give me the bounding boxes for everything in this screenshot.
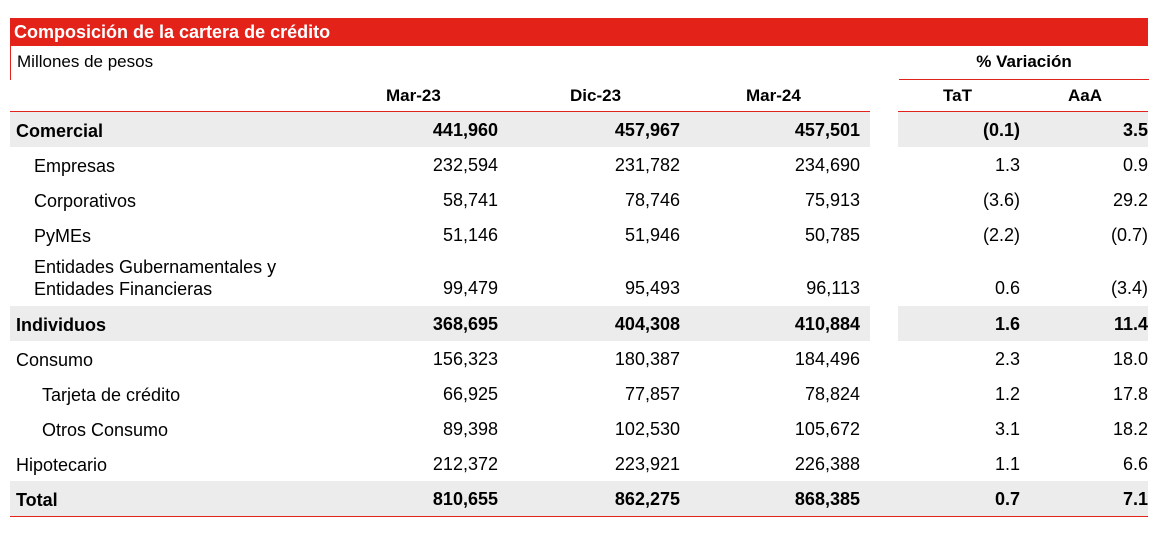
cell-mar-23: 232,594 [432,155,498,175]
row-label: Corporativos [34,191,137,211]
cell-aaa: 0.9 [1122,155,1148,175]
table-subheader [10,46,1148,80]
units-label: Millones de pesos [17,52,154,71]
cell-dic-23: 51,946 [624,225,680,245]
cell-tat: 1.2 [994,384,1020,404]
cell-mar-23: 51,146 [442,225,498,245]
cell-tat: (2.2) [982,225,1020,245]
cell-mar-24: 105,672 [794,419,860,439]
cell-tat: 1.6 [994,314,1020,334]
cell-mar-24: 184,496 [794,349,860,369]
column-header-tat: TaT [943,86,972,105]
cell-mar-24: 234,690 [794,155,860,175]
table-row-comercial [10,112,1148,147]
cell-dic-23: 78,746 [624,190,680,210]
cell-tat: 0.7 [994,489,1020,509]
cell-dic-23: 77,857 [624,384,680,404]
cell-tat: 1.3 [994,155,1020,175]
cell-mar-24: 75,913 [804,190,860,210]
table-row-corporativos [10,182,1148,217]
cell-aaa: 18.0 [1112,349,1148,369]
cell-dic-23: 102,530 [614,419,680,439]
cell-mar-24: 50,785 [804,225,860,245]
cell-mar-23: 368,695 [432,314,498,334]
table-row-total [10,481,1148,517]
cell-tat: 0.6 [994,278,1020,298]
cell-dic-23: 457,967 [614,120,680,140]
row-label-line-1: Entidades Gubernamentales y [34,257,277,277]
column-header-mar-24: Mar-24 [746,86,801,105]
cell-mar-24: 457,501 [794,120,860,140]
row-label: Otros Consumo [42,420,169,440]
cell-dic-23: 95,493 [624,278,680,298]
column-header-row [10,80,1148,112]
cell-aaa: 29.2 [1112,190,1148,210]
table-row-otros-consumo [10,411,1148,446]
cell-aaa: 17.8 [1112,384,1148,404]
table-row-consumo [10,341,1148,376]
cell-mar-23: 156,323 [432,349,498,369]
cell-mar-23: 212,372 [432,454,498,474]
row-label: Comercial [16,121,104,141]
table-row-tarjeta-de-credito [10,376,1148,411]
table-row-entidades [10,252,1148,306]
row-label: Tarjeta de crédito [42,385,181,405]
table-title: Composición de la cartera de crédito [10,18,1148,46]
cell-mar-24: 868,385 [794,489,860,509]
row-label: Hipotecario [16,455,108,475]
cell-aaa: 18.2 [1112,419,1148,439]
row-label: Consumo [16,350,94,370]
cell-mar-24: 78,824 [804,384,860,404]
table-row-empresas [10,147,1148,182]
cell-aaa: 7.1 [1122,489,1148,509]
cell-dic-23: 223,921 [614,454,680,474]
cell-tat: 1.1 [994,454,1020,474]
cell-mar-24: 96,113 [806,278,860,298]
row-label: PyMEs [34,226,92,246]
cell-mar-23: 441,960 [432,120,498,140]
table-row-individuos [10,306,1148,341]
row-label: Total [16,490,58,510]
column-header-aaa: AaA [1068,86,1103,105]
cell-aaa: (0.7) [1110,225,1148,245]
cell-tat: (3.6) [982,190,1020,210]
cell-tat: 2.3 [994,349,1020,369]
row-label-line-2: Entidades Financieras [34,279,213,299]
cell-aaa: 3.5 [1122,120,1148,140]
cell-aaa: 11.4 [1113,314,1148,334]
cell-aaa: 6.6 [1122,454,1148,474]
cell-mar-23: 58,741 [442,190,498,210]
table-row-pymes [10,217,1148,252]
cell-mar-23: 66,925 [442,384,498,404]
column-header-mar-23: Mar-23 [386,86,441,105]
row-label [34,256,276,300]
table-row-hipotecario [10,446,1148,481]
cell-dic-23: 862,275 [614,489,680,509]
row-label: Individuos [16,315,106,335]
cell-mar-23: 99,479 [442,278,498,298]
credit-portfolio-table [10,18,1148,517]
cell-mar-23: 89,398 [442,419,498,439]
cell-dic-23: 404,308 [614,314,680,334]
cell-dic-23: 180,387 [614,349,680,369]
cell-mar-24: 226,388 [794,454,860,474]
variation-header: % Variación [976,52,1072,71]
cell-tat: (0.1) [982,120,1020,140]
cell-tat: 3.1 [994,419,1020,439]
cell-dic-23: 231,782 [614,155,680,175]
cell-mar-24: 410,884 [794,314,860,334]
column-header-dic-23: Dic-23 [570,86,622,105]
row-label: Empresas [34,156,116,176]
cell-mar-23: 810,655 [432,489,498,509]
cell-aaa: (3.4) [1110,278,1148,298]
